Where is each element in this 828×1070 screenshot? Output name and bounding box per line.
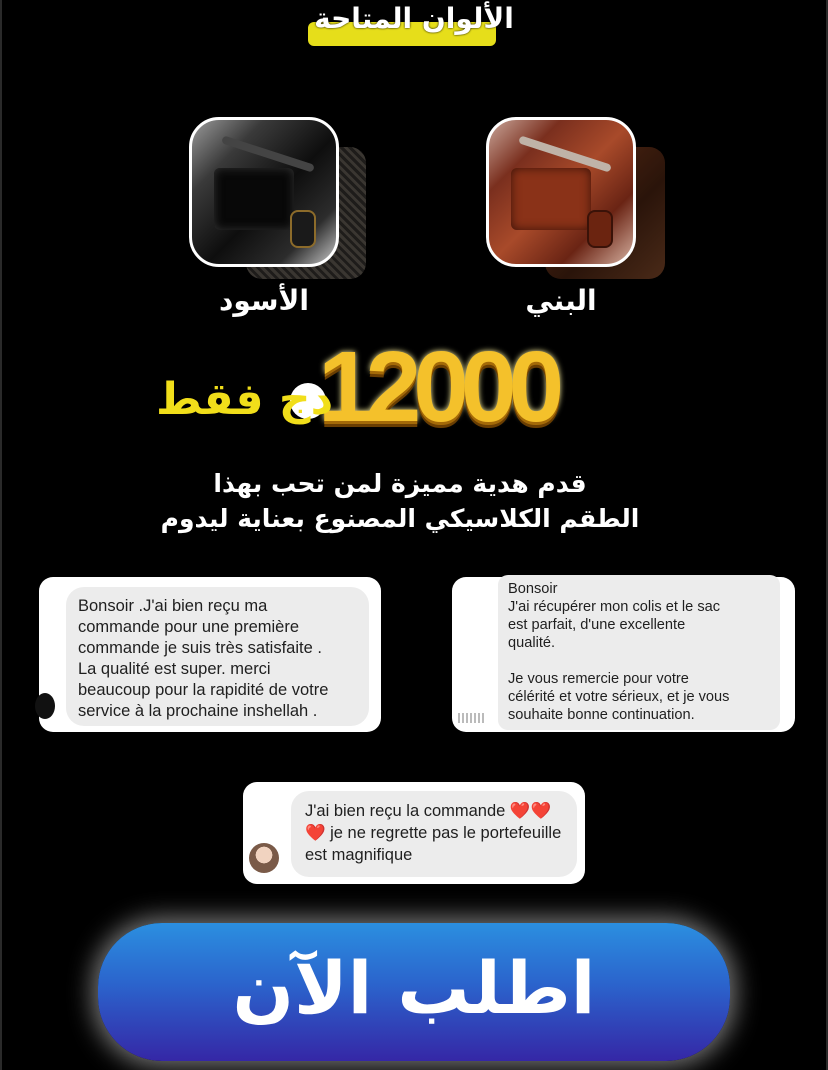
price-amount: 12000 bbox=[318, 331, 557, 443]
description-line-2: الطقم الكلاسيكي المصنوع بعناية ليدوم bbox=[160, 504, 640, 533]
review-text: J'ai bien reçu la commande ❤️❤️ ❤️ je ne regrette pas le portefeuille est magnifique bbox=[305, 802, 562, 864]
review-bubble bbox=[66, 587, 369, 726]
reviewer-avatar bbox=[458, 713, 486, 723]
price-currency: دج فقط bbox=[156, 374, 334, 425]
black-color-option[interactable] bbox=[189, 117, 339, 267]
review-card bbox=[39, 577, 381, 732]
wallet-image bbox=[214, 168, 294, 230]
order-now-button[interactable]: اطلب الآن bbox=[98, 923, 730, 1061]
reviewer-avatar bbox=[249, 843, 279, 873]
product-description bbox=[150, 466, 650, 536]
description-line-1: قدم هدية مميزة لمن تحب بهذا bbox=[213, 469, 587, 498]
keychain-image bbox=[290, 210, 316, 248]
black-color-label: الأسود bbox=[219, 284, 309, 317]
review-card bbox=[243, 782, 585, 884]
review-text: Bonsoir J'ai récupérer mon colis et le sac est parfait, d'une excellente qualité. Je vous remercie pour votre célérité et votre sérieux, et je vous souhaite bonne continuation. bbox=[508, 581, 730, 723]
review-bubble bbox=[498, 575, 780, 730]
wallet-image bbox=[511, 168, 591, 230]
review-card bbox=[452, 577, 795, 732]
brown-color-option[interactable] bbox=[486, 117, 636, 267]
colors-title: الألوان المتاحة bbox=[314, 2, 514, 35]
keychain-image bbox=[587, 210, 613, 248]
reviewer-avatar bbox=[35, 693, 55, 719]
review-text: Bonsoir .J'ai bien reçu ma commande pour une première commande je suis très satisfaite . La qualité est super. merci beaucoup pour la rapidité de votre service à la prochaine inshellah . bbox=[78, 597, 329, 720]
review-bubble bbox=[291, 791, 577, 877]
brown-color-label: البني bbox=[525, 284, 597, 317]
